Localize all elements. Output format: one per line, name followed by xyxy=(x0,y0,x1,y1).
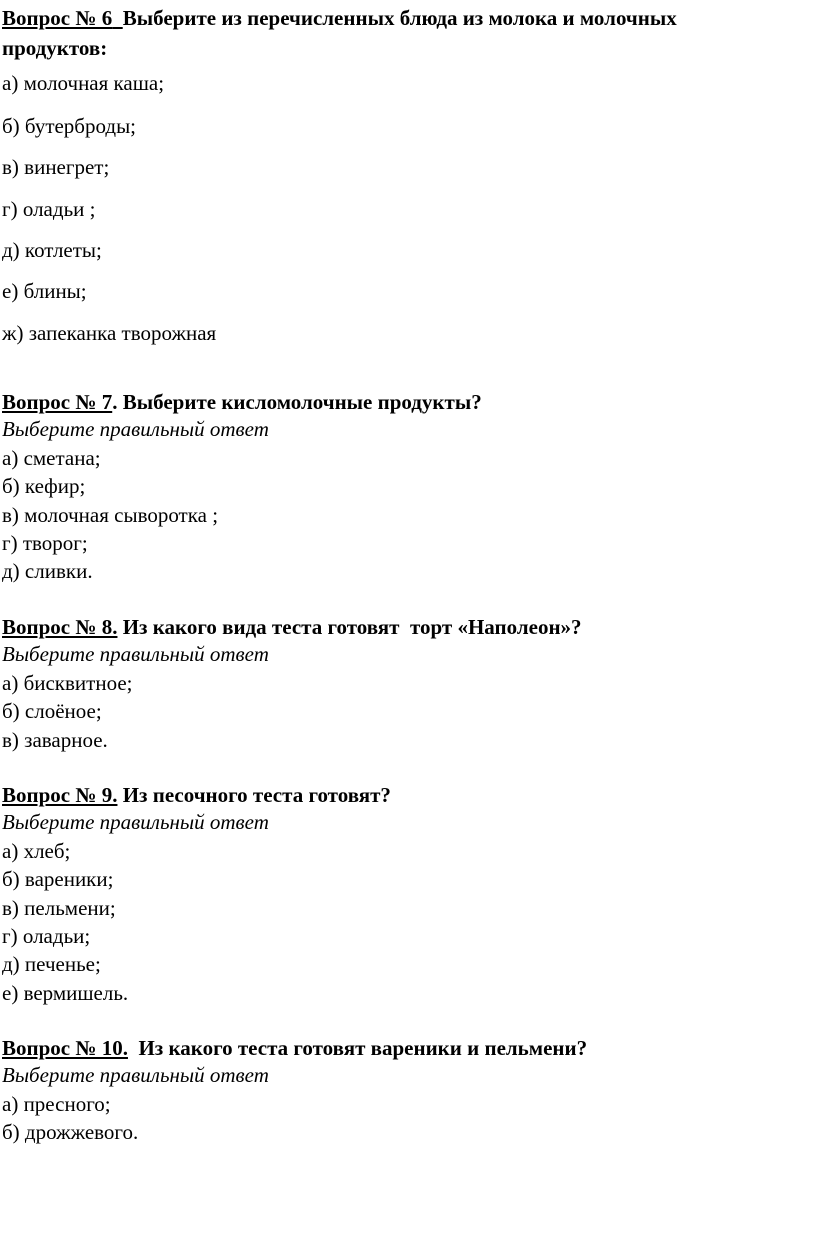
q7-title: . Выберите кисломолочные продукты? xyxy=(112,390,482,414)
q9-option-f: е) вермишель. xyxy=(2,981,129,1005)
q10-title: Из какого теста готовят вареники и пельмени? xyxy=(127,1036,588,1060)
q7-number: Вопрос № 7 xyxy=(2,390,113,414)
q9-title: Из песочного теста готовят? xyxy=(117,783,391,807)
q8-number: Вопрос № 8. xyxy=(2,615,118,639)
q8-option-a: а) бисквитное; xyxy=(2,671,133,695)
q9-heading xyxy=(2,785,391,806)
q10-number: Вопрос № 10. xyxy=(2,1036,128,1060)
q9-option-c: в) пельмени; xyxy=(2,896,116,920)
q9-number: Вопрос № 9. xyxy=(2,783,118,807)
q6-option-g: ж) запеканка творожная xyxy=(2,321,217,345)
q9-hint: Выберите правильный ответ xyxy=(2,810,269,834)
q10-option-a: а) пресного; xyxy=(2,1092,111,1116)
q10-option-b: б) дрожжевого. xyxy=(2,1120,139,1144)
q6-option-f: е) блины; xyxy=(2,279,87,303)
q9-option-d: г) оладьи; xyxy=(2,924,91,948)
q8-option-b: б) слоёное; xyxy=(2,699,102,723)
q6-option-e: д) котлеты; xyxy=(2,238,102,262)
q6-heading xyxy=(2,8,677,29)
q6-title-line1: Выберите из перечисленных блюда из молока и молочных xyxy=(122,6,677,30)
q7-heading xyxy=(2,392,482,413)
q7-option-b: б) кефир; xyxy=(2,474,86,498)
q7-option-d: г) творог; xyxy=(2,531,88,555)
q6-option-d: г) оладьи ; xyxy=(2,197,96,221)
q7-option-c: в) молочная сыворотка ; xyxy=(2,503,219,527)
q8-option-c: в) заварное. xyxy=(2,728,108,752)
q10-hint: Выберите правильный ответ xyxy=(2,1063,269,1087)
q10-heading xyxy=(2,1038,587,1059)
q6-option-b: б) бутерброды; xyxy=(2,114,137,138)
q9-option-a: а) хлеб; xyxy=(2,839,71,863)
q7-option-e: д) сливки. xyxy=(2,559,93,583)
q8-hint: Выберите правильный ответ xyxy=(2,642,269,666)
q6-number: Вопрос № 6 xyxy=(2,6,113,30)
q7-hint: Выберите правильный ответ xyxy=(2,417,269,441)
q9-option-e: д) печенье; xyxy=(2,952,101,976)
q7-option-a: а) сметана; xyxy=(2,446,101,470)
q6-option-c: в) винегрет; xyxy=(2,155,110,179)
q6-title-line2: продуктов: xyxy=(2,36,108,60)
q6-option-a: а) молочная каша; xyxy=(2,71,165,95)
q9-option-b: б) вареники; xyxy=(2,867,114,891)
q6-number-pad xyxy=(112,6,123,30)
q8-heading xyxy=(2,617,582,638)
q8-title: Из какого вида теста готовят торт «Наполеон»? xyxy=(117,615,582,639)
